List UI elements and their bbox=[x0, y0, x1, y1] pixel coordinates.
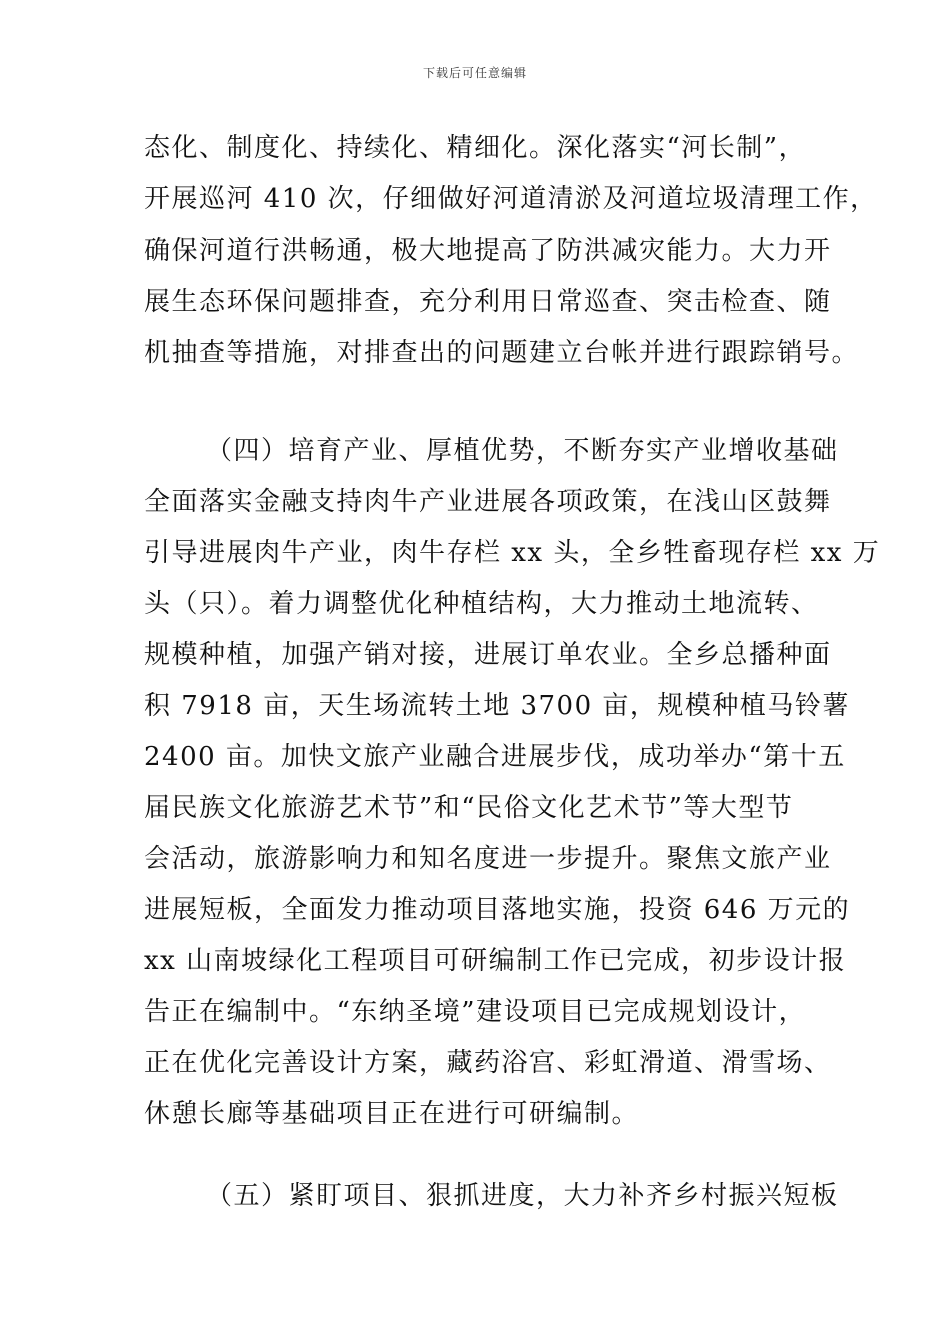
text-line: 进展短板，全面发力推动项目落地实施，投资 646 万元的 bbox=[144, 895, 851, 925]
text-line: 2400 亩。加快文旅产业融合进展步伐，成功举办“第十五 bbox=[144, 742, 846, 772]
text-line: 开展巡河 410 次，仔细做好河道清淤及河道垃圾清理工作， bbox=[144, 184, 878, 214]
text-line: 会活动，旅游影响力和知名度进一步提升。聚焦文旅产业 bbox=[144, 844, 832, 874]
text-line: 规模种植，加强产销对接，进展订单农业。全乡总播种面 bbox=[144, 640, 832, 670]
text-line: 机抽查等措施，对排查出的问题建立台帐并进行跟踪销号。 bbox=[144, 338, 860, 368]
text-line: 头（只）。着力调整优化种植结构，大力推动土地流转、 bbox=[144, 589, 819, 619]
page-header-note: 下载后可任意编辑 bbox=[422, 66, 527, 80]
text-line: 态化、制度化、持续化、精细化。深化落实“河长制”， bbox=[144, 133, 807, 163]
text-line: 积 7918 亩，天生场流转土地 3700 亩，规模种植马铃薯 bbox=[144, 691, 850, 721]
section-heading-four: （四）培育产业、厚植优势，不断夯实产业增收基础 bbox=[206, 436, 839, 466]
text-line: 确保河道行洪畅通，极大地提高了防洪减灾能力。大力开 bbox=[144, 236, 832, 266]
text-line: 展生态环保问题排查，充分利用日常巡查、突击检查、随 bbox=[144, 287, 832, 317]
text-line: 引导进展肉牛产业，肉牛存栏 xx 头，全乡牲畜现存栏 xx 万 bbox=[144, 538, 881, 568]
text-line: 休憩长廊等基础项目正在进行可研编制。 bbox=[144, 1099, 640, 1129]
text-line: 告正在编制中。“东纳圣境”建设项目已完成规划设计， bbox=[144, 997, 807, 1027]
text-line: 正在优化完善设计方案，藏药浴宫、彩虹滑道、滑雪场、 bbox=[144, 1048, 832, 1078]
section-heading-five: （五）紧盯项目、狠抓进度，大力补齐乡村振兴短板 bbox=[206, 1181, 839, 1211]
text-line: 届民族文化旅游艺术节”和“民俗文化艺术节”等大型节 bbox=[144, 793, 794, 823]
text-line: xx 山南坡绿化工程项目可研编制工作已完成，初步设计报 bbox=[144, 946, 847, 976]
text-line: 全面落实金融支持肉牛产业进展各项政策，在浅山区鼓舞 bbox=[144, 487, 832, 517]
